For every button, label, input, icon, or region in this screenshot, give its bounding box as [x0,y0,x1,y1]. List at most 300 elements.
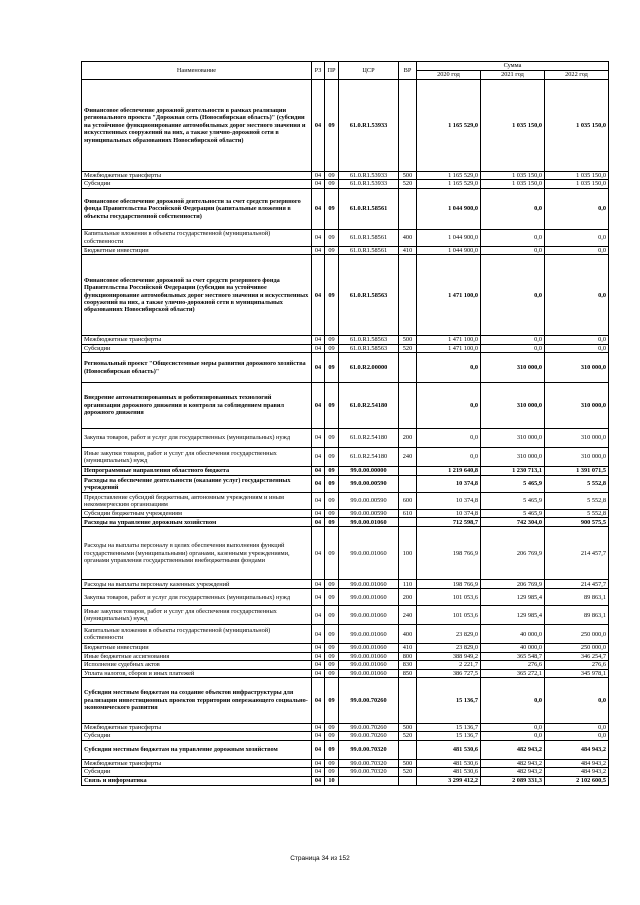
cell-pr: 09 [325,448,339,467]
cell-sum-2022: 0,0 [545,724,609,732]
cell-pr: 09 [325,353,339,383]
cell-sum-2020: 15 136,7 [417,678,481,724]
cell-rz: 04 [312,429,325,448]
cell-csr: 61.0.R1.53933 [339,172,399,180]
cell-sum-2022: 2 102 600,5 [545,776,609,785]
cell-name: Субсидии [82,768,312,776]
cell-name: Непрограммные направления областного бюджета [82,467,312,476]
cell-sum-2022: 345 978,1 [545,669,609,677]
cell-sum-2020: 1 044 900,0 [417,246,481,254]
cell-vr: 410 [399,246,417,254]
cell-rz: 04 [312,172,325,180]
cell-vr: 240 [399,448,417,467]
cell-pr: 09 [325,229,339,246]
table-row [82,467,609,476]
cell-pr: 09 [325,510,339,518]
cell-sum-2020: 1 165 529,0 [417,172,481,180]
header-year-2022: 2022 год [545,71,609,80]
cell-pr: 09 [325,625,339,644]
cell-pr: 09 [325,80,339,172]
cell-pr: 09 [325,172,339,180]
cell-sum-2021: 5 465,9 [481,476,545,493]
cell-vr: 100 [399,527,417,580]
cell-pr: 09 [325,768,339,776]
cell-name: Финансовое обеспечение дорожной за счет средств резервного фонда Правительства Российской Федерации (субсидии на устойчивое функционирование автомобильных дорог местного значения и искусственных сооружений на них, а также улично-дорожной сети в муниципальных образованиях Новосибирской области) [82,255,312,336]
cell-vr: 520 [399,732,417,740]
cell-vr [399,383,417,429]
cell-name: Исполнение судебных актов [82,661,312,669]
cell-rz: 04 [312,336,325,344]
cell-pr: 09 [325,467,339,476]
cell-sum-2022: 346 254,7 [545,652,609,660]
cell-vr [399,467,417,476]
cell-csr: 99.0.00.70320 [339,740,399,759]
cell-vr [399,678,417,724]
cell-csr: 99.0.00.00590 [339,493,399,510]
cell-sum-2020: 1 471 100,0 [417,255,481,336]
cell-sum-2022: 250 000,0 [545,625,609,644]
table-row [82,229,609,246]
cell-sum-2022: 89 863,1 [545,606,609,625]
cell-name: Связь и информатика [82,776,312,785]
cell-name: Капитальные вложения в объекты государственной (муниципальной) собственности [82,229,312,246]
cell-sum-2021: 0,0 [481,188,545,229]
table-row [82,383,609,429]
cell-name: Расходы на управление дорожным хозяйством [82,518,312,527]
cell-sum-2022: 310 000,0 [545,353,609,383]
cell-name: Субсидии местным бюджетам на управление дорожным хозяйством [82,740,312,759]
cell-pr: 09 [325,669,339,677]
cell-csr: 61.0.R1.58563 [339,336,399,344]
cell-vr: 110 [399,580,417,589]
header-year-2021: 2021 год [481,71,545,80]
cell-name: Уплата налогов, сборов и иных платежей [82,669,312,677]
cell-csr: 61.0.R1.53933 [339,180,399,188]
cell-sum-2022: 0,0 [545,336,609,344]
cell-sum-2020: 712 598,7 [417,518,481,527]
cell-pr: 09 [325,518,339,527]
cell-sum-2021: 365 548,7 [481,652,545,660]
cell-pr: 09 [325,527,339,580]
cell-sum-2022: 214 457,7 [545,527,609,580]
cell-sum-2020: 386 727,5 [417,669,481,677]
cell-name: Субсидии [82,344,312,352]
cell-pr: 09 [325,724,339,732]
cell-sum-2020: 1 165 529,0 [417,180,481,188]
cell-name: Иные закупки товаров, работ и услуг для обеспечения государственных (муниципальных) нужд [82,448,312,467]
cell-sum-2021: 0,0 [481,344,545,352]
cell-vr: 520 [399,180,417,188]
cell-name: Субсидии бюджетным учреждениям [82,510,312,518]
table-row [82,724,609,732]
cell-vr: 830 [399,661,417,669]
cell-csr: 99.0.00.01060 [339,661,399,669]
cell-vr: 240 [399,606,417,625]
cell-rz: 04 [312,652,325,660]
table-row [82,188,609,229]
cell-sum-2022: 310 000,0 [545,429,609,448]
cell-sum-2020: 198 766,9 [417,527,481,580]
cell-vr: 520 [399,344,417,352]
cell-csr: 61.0.R2.54180 [339,429,399,448]
cell-csr: 99.0.00.01060 [339,527,399,580]
cell-sum-2021: 365 272,1 [481,669,545,677]
cell-name: Межбюджетные трансферты [82,172,312,180]
table-row [82,768,609,776]
cell-sum-2021: 482 943,2 [481,740,545,759]
cell-vr [399,740,417,759]
cell-sum-2020: 0,0 [417,448,481,467]
cell-vr [399,188,417,229]
table-row [82,172,609,180]
cell-pr: 09 [325,606,339,625]
cell-sum-2021: 40 000,0 [481,625,545,644]
header-vr: ВР [399,62,417,80]
cell-csr: 61.0.R2.00000 [339,353,399,383]
cell-name: Бюджетные инвестиции [82,644,312,652]
cell-rz: 04 [312,448,325,467]
cell-name: Расходы на выплаты персоналу в целях обеспечения выполнения функций государственными (муниципальными) органами, казенными учреждениями, органами управления государственными внебюджетными фондами [82,527,312,580]
cell-pr: 09 [325,652,339,660]
table-row [82,510,609,518]
cell-rz: 04 [312,510,325,518]
cell-sum-2020: 1 219 640,8 [417,467,481,476]
cell-rz: 04 [312,732,325,740]
cell-sum-2020: 3 299 412,2 [417,776,481,785]
cell-sum-2021: 742 304,0 [481,518,545,527]
cell-name: Закупка товаров, работ и услуг для государственных (муниципальных) нужд [82,589,312,606]
cell-pr: 09 [325,336,339,344]
cell-name: Капитальные вложения в объекты государственной (муниципальной) собственности [82,625,312,644]
cell-name: Предоставление субсидий бюджетным, автономным учреждениям и иным некоммерческим организациям [82,493,312,510]
cell-rz: 04 [312,246,325,254]
cell-sum-2021: 276,6 [481,661,545,669]
cell-csr: 99.0.00.70260 [339,678,399,724]
cell-csr: 99.0.00.01060 [339,652,399,660]
cell-sum-2022: 214 457,7 [545,580,609,589]
cell-rz: 04 [312,255,325,336]
cell-pr: 09 [325,180,339,188]
cell-rz: 04 [312,589,325,606]
page-number: Страница 34 из 152 [290,855,350,862]
cell-sum-2020: 15 136,7 [417,724,481,732]
cell-sum-2021: 129 985,4 [481,589,545,606]
cell-name: Закупка товаров, работ и услуг для государственных (муниципальных) нужд [82,429,312,448]
cell-csr: 99.0.00.00590 [339,476,399,493]
cell-sum-2022: 0,0 [545,255,609,336]
cell-sum-2022: 484 943,2 [545,759,609,767]
table-row [82,759,609,767]
cell-pr: 09 [325,644,339,652]
table-row [82,255,609,336]
table-row [82,740,609,759]
cell-sum-2022: 0,0 [545,678,609,724]
cell-csr: 99.0.00.00000 [339,467,399,476]
cell-vr: 610 [399,510,417,518]
table-row [82,732,609,740]
cell-csr: 61.0.R1.58561 [339,229,399,246]
cell-pr: 10 [325,776,339,785]
cell-name: Субсидии [82,180,312,188]
cell-sum-2022: 484 943,2 [545,740,609,759]
cell-sum-2021: 5 465,9 [481,493,545,510]
table-row [82,353,609,383]
cell-rz: 04 [312,467,325,476]
cell-name: Финансовое обеспечение дорожной деятельности за счет средств резервного фонда Правительства Российской Федерации (капитальные вложения в объекты государственной собственности) [82,188,312,229]
cell-sum-2021: 206 769,9 [481,580,545,589]
cell-sum-2021: 482 943,2 [481,768,545,776]
cell-name: Расходы на обеспечение деятельности (оказание услуг) государственных учреждений [82,476,312,493]
cell-vr: 410 [399,644,417,652]
cell-sum-2022: 276,6 [545,661,609,669]
table-header [82,62,609,80]
table-row [82,652,609,660]
cell-vr: 500 [399,336,417,344]
cell-pr: 09 [325,383,339,429]
cell-csr: 99.0.00.01060 [339,518,399,527]
header-csr: ЦСР [339,62,399,80]
cell-rz: 04 [312,527,325,580]
cell-rz: 04 [312,724,325,732]
cell-rz: 04 [312,606,325,625]
cell-name: Субсидии местным бюджетам на создание объектов инфраструктуры для реализации инвестиционных проектов территории опережающего социально-экономического развития [82,678,312,724]
cell-sum-2020: 481 530,6 [417,759,481,767]
budget-table [81,61,609,786]
cell-sum-2020: 10 374,8 [417,476,481,493]
table-row [82,493,609,510]
table-row [82,527,609,580]
cell-csr: 99.0.00.70260 [339,724,399,732]
cell-csr: 99.0.00.70320 [339,759,399,767]
cell-sum-2020: 10 374,8 [417,510,481,518]
cell-name: Расходы на выплаты персоналу казенных учреждений [82,580,312,589]
cell-sum-2022: 1 035 150,0 [545,80,609,172]
cell-sum-2021: 0,0 [481,246,545,254]
cell-sum-2022: 5 552,8 [545,510,609,518]
cell-sum-2020: 198 766,9 [417,580,481,589]
cell-sum-2021: 1 230 713,1 [481,467,545,476]
cell-vr [399,80,417,172]
cell-sum-2020: 481 530,6 [417,768,481,776]
cell-sum-2021: 5 465,9 [481,510,545,518]
cell-vr: 800 [399,652,417,660]
cell-sum-2020: 0,0 [417,429,481,448]
cell-name: Иные закупки товаров, работ и услуг для обеспечения государственных (муниципальных) нужд [82,606,312,625]
cell-name: Иные бюджетные ассигнования [82,652,312,660]
cell-sum-2022: 1 035 150,0 [545,172,609,180]
cell-rz: 04 [312,383,325,429]
cell-sum-2021: 0,0 [481,732,545,740]
cell-sum-2022: 310 000,0 [545,448,609,467]
cell-sum-2022: 310 000,0 [545,383,609,429]
cell-name: Финансовое обеспечение дорожной деятельности в рамках реализации регионального проекта "Дорожная сеть (Новосибирская область)" (субсидии на устойчивое функционирование автомобильных дорог местного значения и искусственных сооружений на них, а также улично-дорожной сети в муниципальных образованиях Новосибирской области) [82,80,312,172]
cell-sum-2021: 0,0 [481,724,545,732]
table-row [82,625,609,644]
cell-vr: 200 [399,589,417,606]
cell-csr: 61.0.R1.58561 [339,246,399,254]
cell-sum-2020: 23 829,0 [417,644,481,652]
cell-sum-2020: 10 374,8 [417,493,481,510]
cell-sum-2021: 206 769,9 [481,527,545,580]
cell-sum-2021: 0,0 [481,255,545,336]
cell-csr: 99.0.00.01060 [339,580,399,589]
cell-rz: 04 [312,188,325,229]
cell-vr [399,518,417,527]
cell-sum-2021: 1 035 150,0 [481,80,545,172]
cell-csr: 61.0.R1.58563 [339,255,399,336]
cell-csr: 61.0.R2.54180 [339,383,399,429]
cell-vr: 400 [399,229,417,246]
cell-sum-2020: 388 949,2 [417,652,481,660]
cell-pr: 09 [325,493,339,510]
cell-sum-2021: 2 089 331,3 [481,776,545,785]
cell-name: Бюджетные инвестиции [82,246,312,254]
cell-sum-2020: 0,0 [417,383,481,429]
table-row [82,448,609,467]
cell-rz: 04 [312,353,325,383]
cell-sum-2020: 15 136,7 [417,732,481,740]
cell-rz: 04 [312,180,325,188]
table-row [82,336,609,344]
cell-rz: 04 [312,669,325,677]
cell-pr: 09 [325,661,339,669]
cell-name: Межбюджетные трансферты [82,759,312,767]
cell-pr: 09 [325,732,339,740]
cell-sum-2020: 101 053,6 [417,606,481,625]
table-row [82,661,609,669]
cell-vr: 500 [399,759,417,767]
cell-sum-2022: 5 552,8 [545,493,609,510]
table-row [82,589,609,606]
cell-vr [399,255,417,336]
table-row [82,80,609,172]
cell-pr: 09 [325,476,339,493]
cell-rz: 04 [312,493,325,510]
cell-pr: 09 [325,740,339,759]
cell-sum-2020: 1 471 100,0 [417,336,481,344]
cell-pr: 09 [325,759,339,767]
cell-vr [399,476,417,493]
table-row [82,644,609,652]
cell-sum-2021: 0,0 [481,336,545,344]
cell-rz: 04 [312,759,325,767]
table-row [82,246,609,254]
cell-name: Межбюджетные трансферты [82,336,312,344]
cell-sum-2022: 0,0 [545,344,609,352]
cell-vr: 600 [399,493,417,510]
cell-sum-2022: 0,0 [545,188,609,229]
cell-sum-2020: 1 165 529,0 [417,80,481,172]
cell-sum-2020: 481 530,6 [417,740,481,759]
cell-sum-2022: 0,0 [545,229,609,246]
cell-sum-2020: 1 471 100,0 [417,344,481,352]
cell-sum-2021: 40 000,0 [481,644,545,652]
cell-name: Межбюджетные трансферты [82,724,312,732]
cell-rz: 04 [312,740,325,759]
cell-sum-2022: 250 000,0 [545,644,609,652]
cell-pr: 09 [325,678,339,724]
cell-rz: 04 [312,644,325,652]
table-row [82,518,609,527]
cell-sum-2021: 310 000,0 [481,353,545,383]
header-pr: ПР [325,62,339,80]
cell-vr [399,353,417,383]
cell-sum-2020: 0,0 [417,353,481,383]
cell-csr: 99.0.00.01060 [339,589,399,606]
table-row [82,776,609,785]
cell-sum-2020: 2 221,7 [417,661,481,669]
table-row [82,669,609,677]
cell-sum-2020: 101 053,6 [417,589,481,606]
cell-pr: 09 [325,580,339,589]
cell-name: Региональный проект "Общесистемные меры развития дорожного хозяйства (Новосибирская область)" [82,353,312,383]
cell-csr: 99.0.00.70320 [339,768,399,776]
cell-pr: 09 [325,429,339,448]
cell-csr: 61.0.R1.53933 [339,80,399,172]
header-year-2020: 2020 год [417,71,481,80]
table-row [82,606,609,625]
cell-sum-2022: 1 391 071,5 [545,467,609,476]
cell-vr: 500 [399,724,417,732]
cell-vr [399,776,417,785]
cell-pr: 09 [325,246,339,254]
cell-csr: 99.0.00.01060 [339,625,399,644]
cell-rz: 04 [312,661,325,669]
cell-sum-2022: 0,0 [545,732,609,740]
header-name: Наименование [82,62,312,80]
cell-rz: 04 [312,344,325,352]
cell-sum-2022: 484 943,2 [545,768,609,776]
cell-csr: 99.0.00.70260 [339,732,399,740]
table-row [82,429,609,448]
cell-sum-2021: 310 000,0 [481,383,545,429]
cell-rz: 04 [312,580,325,589]
cell-sum-2021: 310 000,0 [481,448,545,467]
cell-rz: 04 [312,518,325,527]
cell-vr: 400 [399,625,417,644]
cell-csr: 99.0.00.01060 [339,644,399,652]
cell-sum-2021: 0,0 [481,678,545,724]
cell-sum-2022: 900 575,5 [545,518,609,527]
cell-rz: 04 [312,229,325,246]
table-row [82,580,609,589]
cell-sum-2021: 310 000,0 [481,429,545,448]
cell-vr: 850 [399,669,417,677]
cell-sum-2022: 0,0 [545,246,609,254]
cell-sum-2021: 482 943,2 [481,759,545,767]
cell-csr: 61.0.R2.54180 [339,448,399,467]
cell-sum-2020: 1 044 900,0 [417,229,481,246]
cell-name: Субсидии [82,732,312,740]
cell-rz: 04 [312,476,325,493]
cell-csr: 99.0.00.01060 [339,606,399,625]
cell-rz: 04 [312,80,325,172]
cell-sum-2020: 23 829,0 [417,625,481,644]
cell-sum-2021: 1 035 150,0 [481,172,545,180]
cell-csr: 61.0.R1.58563 [339,344,399,352]
cell-rz: 04 [312,678,325,724]
cell-sum-2022: 89 863,1 [545,589,609,606]
cell-sum-2021: 129 985,4 [481,606,545,625]
cell-pr: 09 [325,255,339,336]
header-rz: РЗ [312,62,325,80]
cell-rz: 04 [312,625,325,644]
cell-vr: 520 [399,768,417,776]
table-body [82,80,609,786]
cell-csr: 99.0.00.00590 [339,510,399,518]
cell-name: Внедрение автоматизированных и роботизированных технологий организации дорожного движения и контроля за соблюдением правил дорожного движения [82,383,312,429]
cell-sum-2021: 0,0 [481,229,545,246]
